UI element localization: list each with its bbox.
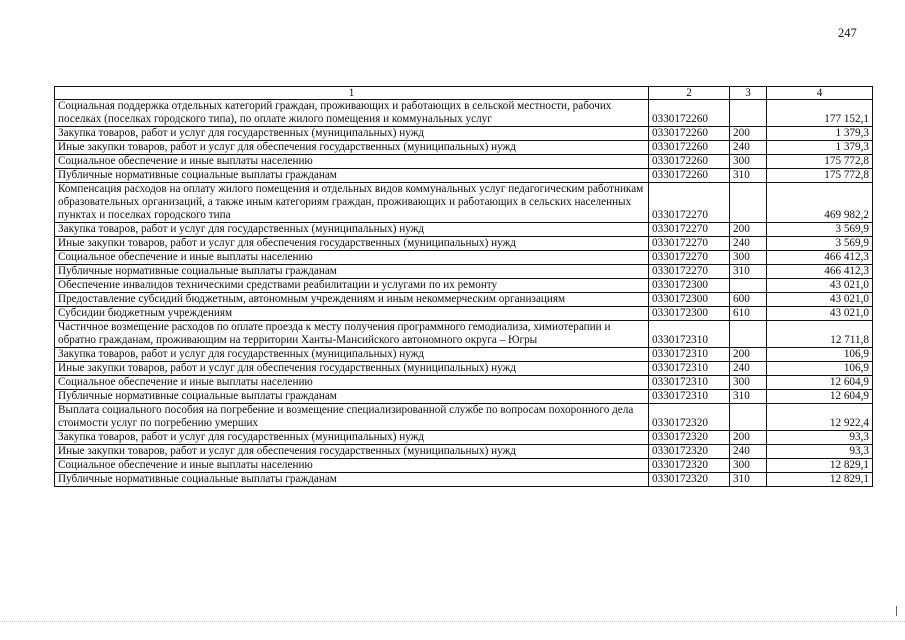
row-amount-cell: 106,9 [767,362,873,376]
table-row [55,265,873,279]
row-code-cell: 0330172270 [649,183,730,223]
row-expense-type-cell: 310 [730,390,767,404]
row-amount-cell: 93,3 [767,431,873,445]
row-expense-type-cell [730,404,767,431]
row-code-cell: 0330172310 [649,348,730,362]
row-code-cell: 0330172260 [649,155,730,169]
row-name-cell: Публичные нормативные социальные выплаты гражданам [55,473,649,487]
row-amount-cell: 3 569,9 [767,223,873,237]
table-row [55,293,873,307]
row-expense-type-cell [730,279,767,293]
row-amount-cell: 1 379,3 [767,127,873,141]
row-name-cell: Закупка товаров, работ и услуг для государственных (муниципальных) нужд [55,127,649,141]
row-name-cell: Иные закупки товаров, работ и услуг для обеспечения государственных (муниципальных) нужд [55,362,649,376]
table-row [55,390,873,404]
row-amount-cell: 175 772,8 [767,155,873,169]
row-amount-cell: 12 604,9 [767,376,873,390]
row-amount-cell: 106,9 [767,348,873,362]
row-expense-type-cell: 240 [730,237,767,251]
row-amount-cell: 175 772,8 [767,169,873,183]
row-expense-type-cell: 300 [730,376,767,390]
row-name-cell: Социальное обеспечение и иные выплаты населению [55,459,649,473]
row-name-cell: Выплата социального пособия на погребение и возмещение специализированной службе по вопросам похоронного дела стоимости услуг по погребению умерших [55,404,649,431]
row-amount-cell: 12 922,4 [767,404,873,431]
row-amount-cell: 43 021,0 [767,279,873,293]
row-amount-cell: 1 379,3 [767,141,873,155]
row-code-cell: 0330172320 [649,431,730,445]
row-expense-type-cell: 300 [730,459,767,473]
row-code-cell: 0330172320 [649,404,730,431]
row-expense-type-cell: 200 [730,348,767,362]
row-expense-type-cell: 200 [730,127,767,141]
row-name-cell: Публичные нормативные социальные выплаты гражданам [55,169,649,183]
row-amount-cell: 466 412,3 [767,251,873,265]
row-name-cell: Социальное обеспечение и иные выплаты населению [55,376,649,390]
row-code-cell: 0330172300 [649,307,730,321]
table-row [55,279,873,293]
row-code-cell: 0330172300 [649,293,730,307]
scan-edge-line [0,621,905,622]
row-name-cell: Компенсация расходов на оплату жилого помещения и отдельных видов коммунальных услуг педагогическим работникам образовательных организаций, а также иным категориям граждан, проживающих и работающих в сельских населенных пунктах и поселках городского типа [55,183,649,223]
row-expense-type-cell [730,183,767,223]
row-expense-type-cell: 300 [730,251,767,265]
row-code-cell: 0330172320 [649,445,730,459]
budget-table [54,86,873,487]
table-row [55,155,873,169]
row-name-cell: Социальное обеспечение и иные выплаты населению [55,155,649,169]
row-expense-type-cell: 600 [730,293,767,307]
row-amount-cell: 12 829,1 [767,473,873,487]
table-row [55,141,873,155]
row-code-cell: 0330172260 [649,127,730,141]
table-body [55,100,873,487]
table-row [55,307,873,321]
row-amount-cell: 12 711,8 [767,321,873,348]
row-name-cell: Закупка товаров, работ и услуг для государственных (муниципальных) нужд [55,348,649,362]
page-number: 247 [838,26,857,40]
row-expense-type-cell: 240 [730,445,767,459]
table-header [55,87,873,100]
row-name-cell: Частичное возмещение расходов по оплате проезда к месту получения программного гемодиализа, химиотерапии и обратно гражданам, проживающим на территории Ханты-Мансийского автономного округа – Югры [55,321,649,348]
header-col-4: 4 [767,87,873,100]
row-name-cell: Обеспечение инвалидов техническими средствами реабилитации и услугами по их ремонту [55,279,649,293]
row-expense-type-cell: 610 [730,307,767,321]
row-expense-type-cell [730,100,767,127]
row-amount-cell: 177 152,1 [767,100,873,127]
row-amount-cell: 93,3 [767,445,873,459]
table-row [55,348,873,362]
table-row [55,473,873,487]
table-row [55,362,873,376]
row-amount-cell: 469 982,2 [767,183,873,223]
table-row [55,100,873,127]
row-amount-cell: 12 604,9 [767,390,873,404]
row-name-cell: Социальная поддержка отдельных категорий граждан, проживающих и работающих в сельской местности, рабочих поселках (поселках городского типа), по оплате жилого помещения и коммунальных услуг [55,100,649,127]
table-row [55,459,873,473]
row-expense-type-cell [730,321,767,348]
table-row [55,251,873,265]
row-code-cell: 0330172310 [649,321,730,348]
row-code-cell: 0330172270 [649,237,730,251]
row-amount-cell: 43 021,0 [767,293,873,307]
table-row [55,431,873,445]
row-code-cell: 0330172320 [649,459,730,473]
row-expense-type-cell: 310 [730,473,767,487]
row-name-cell: Иные закупки товаров, работ и услуг для обеспечения государственных (муниципальных) нужд [55,141,649,155]
row-code-cell: 0330172270 [649,265,730,279]
header-col-2: 2 [649,87,730,100]
row-name-cell: Субсидии бюджетным учреждениям [55,307,649,321]
row-amount-cell: 3 569,9 [767,237,873,251]
row-name-cell: Публичные нормативные социальные выплаты гражданам [55,265,649,279]
row-code-cell: 0330172310 [649,390,730,404]
row-expense-type-cell: 300 [730,155,767,169]
row-code-cell: 0330172270 [649,223,730,237]
table-row [55,183,873,223]
table-row [55,127,873,141]
row-amount-cell: 466 412,3 [767,265,873,279]
row-code-cell: 0330172260 [649,141,730,155]
row-expense-type-cell: 240 [730,141,767,155]
header-col-3: 3 [730,87,767,100]
row-name-cell: Публичные нормативные социальные выплаты гражданам [55,390,649,404]
row-expense-type-cell: 200 [730,431,767,445]
header-col-1: 1 [55,87,649,100]
row-code-cell: 0330172320 [649,473,730,487]
row-name-cell: Закупка товаров, работ и услуг для государственных (муниципальных) нужд [55,431,649,445]
row-code-cell: 0330172310 [649,376,730,390]
row-code-cell: 0330172300 [649,279,730,293]
row-expense-type-cell: 200 [730,223,767,237]
header-row [55,87,873,100]
row-code-cell: 0330172260 [649,100,730,127]
row-code-cell: 0330172310 [649,362,730,376]
table-row [55,321,873,348]
row-expense-type-cell: 240 [730,362,767,376]
row-code-cell: 0330172270 [649,251,730,265]
row-code-cell: 0330172260 [649,169,730,183]
table-row [55,445,873,459]
row-expense-type-cell: 310 [730,169,767,183]
row-expense-type-cell: 310 [730,265,767,279]
table-row [55,169,873,183]
table-row [55,376,873,390]
row-amount-cell: 43 021,0 [767,307,873,321]
row-name-cell: Иные закупки товаров, работ и услуг для обеспечения государственных (муниципальных) нужд [55,237,649,251]
scan-mark [896,606,897,616]
row-name-cell: Социальное обеспечение и иные выплаты населению [55,251,649,265]
row-name-cell: Закупка товаров, работ и услуг для государственных (муниципальных) нужд [55,223,649,237]
table-row [55,404,873,431]
row-name-cell: Предоставление субсидий бюджетным, автономным учреждениям и иным некоммерческим организациям [55,293,649,307]
row-name-cell: Иные закупки товаров, работ и услуг для обеспечения государственных (муниципальных) нужд [55,445,649,459]
table-row [55,237,873,251]
row-amount-cell: 12 829,1 [767,459,873,473]
table-row [55,223,873,237]
